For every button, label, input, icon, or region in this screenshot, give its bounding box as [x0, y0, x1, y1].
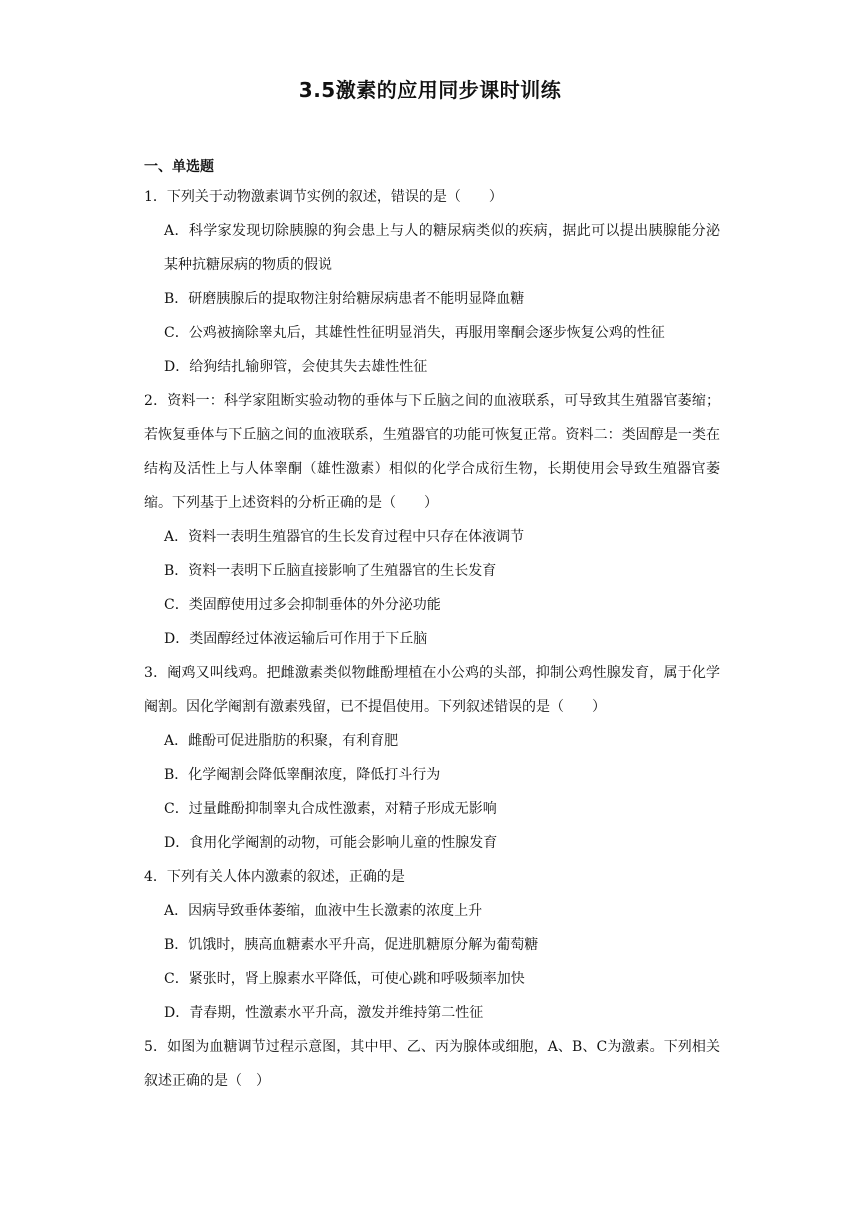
- option-b: B．研磨胰腺后的提取物注射给糖尿病患者不能明显降血糖: [164, 291, 525, 307]
- section-heading: 一、单选题: [144, 159, 214, 175]
- option-c: C．公鸡被摘除睾丸后，其雄性性征明显消失，再服用睾酮会逐步恢复公鸡的性征: [164, 325, 665, 341]
- question-stem: 4．下列有关人体内激素的叙述，正确的是: [144, 869, 405, 885]
- option-c: C．类固醇使用过多会抑制垂体的外分泌功能: [164, 597, 441, 613]
- option-d: D．食用化学阉割的动物，可能会影响儿童的性腺发育: [164, 835, 498, 851]
- question-stem: 1．下列关于动物激素调节实例的叙述，错误的是（ ）: [144, 189, 503, 205]
- option-b: B．资料一表明下丘脑直接影响了生殖器官的生长发育: [164, 563, 497, 579]
- option-d: D．给狗结扎输卵管，会使其失去雄性性征: [164, 359, 428, 375]
- option-a: A．科学家发现切除胰腺的狗会患上与人的糖尿病类似的疾病，据此可以提出胰腺能分泌某种抗糖尿病的物质的假说: [164, 223, 720, 273]
- question-2: [144, 384, 720, 656]
- option-a: A．因病导致垂体萎缩，血液中生长激素的浓度上升: [164, 903, 483, 919]
- question-4: [144, 860, 720, 1030]
- question-stem: 2．资料一：科学家阻断实验动物的垂体与下丘脑之间的血液联系，可导致其生殖器官萎缩；若恢复垂体与下丘脑之间的血液联系，生殖器官的功能可恢复正常。资料二：类固醇是一类在结构及活性上与人体睾酮（雄性激素）相似的化学合成衍生物，长期使用会导致生殖器官萎缩。下列基于上述资料的分析正确的是（ ）: [144, 393, 720, 511]
- option-a: A．雌酚可促进脂肪的积聚，有利育肥: [164, 733, 399, 749]
- option-b: B．化学阉割会降低睾酮浓度，降低打斗行为: [164, 767, 441, 783]
- question-3: [144, 656, 720, 860]
- option-a: A．资料一表明生殖器官的生长发育过程中只存在体液调节: [164, 529, 525, 545]
- question-5: [144, 1030, 720, 1098]
- question-stem: 5．如图为血糖调节过程示意图，其中甲、乙、丙为腺体或细胞，A、B、C为激素。下列相关叙述正确的是（ ）: [144, 1039, 720, 1089]
- option-c: C．过量雌酚抑制睾丸合成性激素，对精子形成无影响: [164, 801, 497, 817]
- page-title: 3.5激素的应用同步课时训练: [298, 78, 562, 102]
- question-list: [144, 154, 720, 1098]
- option-d: D．青春期，性激素水平升高，激发并维持第二性征: [164, 1005, 484, 1021]
- option-b: B．饥饿时，胰高血糖素水平升高，促进肌糖原分解为葡萄糖: [164, 937, 539, 953]
- option-d: D．类固醇经过体液运输后可作用于下丘脑: [164, 631, 428, 647]
- question-stem: 3．阉鸡又叫线鸡。把雌激素类似物雌酚埋植在小公鸡的头部，抑制公鸡性腺发育，属于化学阉割。因化学阉割有激素残留，已不提倡使用。下列叙述错误的是（ ）: [144, 665, 720, 715]
- option-c: C．紧张时，肾上腺素水平降低，可使心跳和呼吸频率加快: [164, 971, 525, 987]
- question-1: [144, 180, 720, 384]
